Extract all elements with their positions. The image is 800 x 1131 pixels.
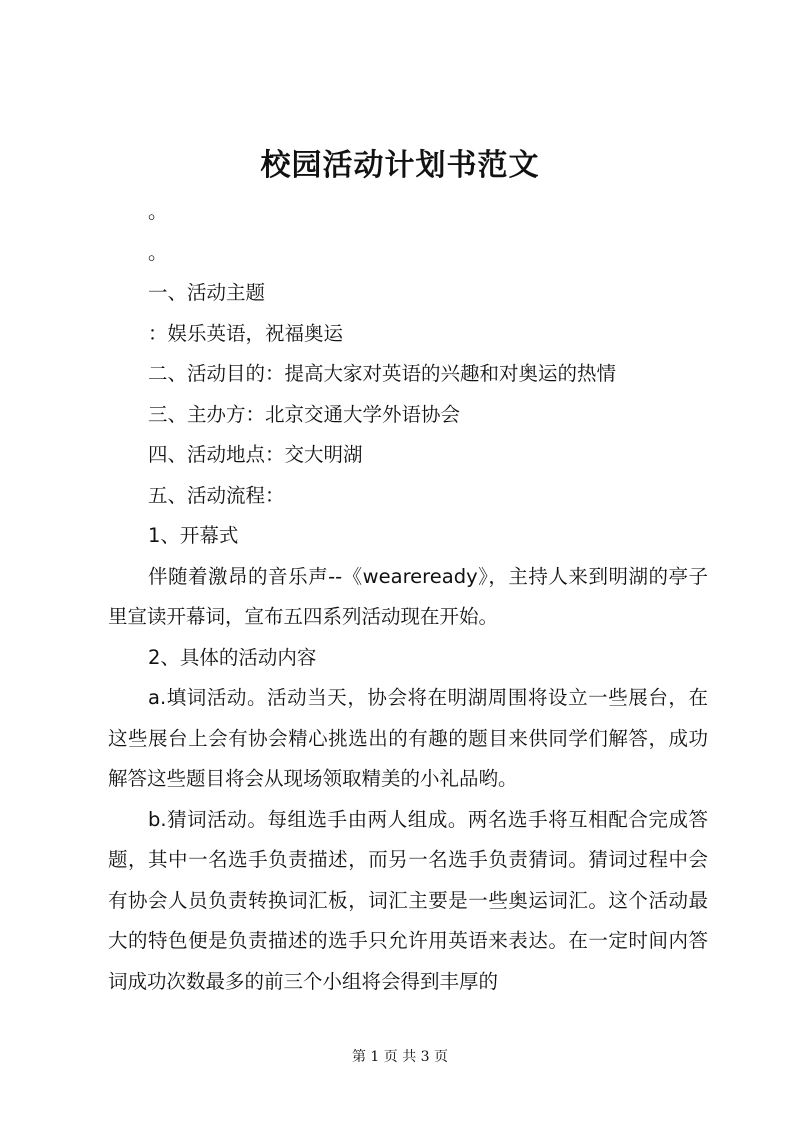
section-heading-theme: 一、活动主题	[148, 281, 266, 304]
paragraph-guess-words: b.猜词活动。每组选手由两人组成。两名选手将互相配合完成答题，其中一名选手负责描述，而另一名选手负责猜词。猜词过程中会有协会人员负责转换词汇板，词汇主要是一些奥运词汇。这个活动最大的特色便是负责描述的选手只允许用英语来表达。在一定时间内答词成功次数最多的前三个小组将会得到丰厚的	[108, 807, 708, 993]
document-body	[108, 192, 708, 1002]
section-heading-organizer: 三、主办方：北京交通大学外语协会	[148, 402, 461, 426]
document-title: 校园活动计划书范文	[260, 148, 540, 183]
subsection-activities: 2、具体的活动内容	[148, 645, 317, 669]
paragraph-1: 。	[148, 200, 168, 223]
page-footer: 第 1 页 共 3 页	[351, 1049, 449, 1065]
paragraph-theme: ：娱乐英语，祝福奥运	[148, 321, 344, 345]
subsection-opening: 1、开幕式	[148, 524, 239, 547]
section-heading-purpose: 二、活动目的：提高大家对英语的兴趣和对奥运的热情	[148, 362, 617, 385]
paragraph-opening: 伴随着激昂的音乐声--《weareready》，主持人来到明湖的亭子里宣读开幕词，宣布五四系列活动现在开始。	[108, 564, 708, 628]
section-heading-location: 四、活动地点：交大明湖	[148, 443, 363, 466]
section-heading-process: 五、活动流程：	[148, 483, 285, 507]
paragraph-2: 。	[148, 240, 168, 264]
paragraph-fill-words: a.填词活动。活动当天，协会将在明湖周围将设立一些展台，在这些展台上会有协会精心挑选出的有趣的题目来供同学们解答，成功解答这些题目将会从现场领取精美的小礼品哟。	[108, 686, 708, 790]
